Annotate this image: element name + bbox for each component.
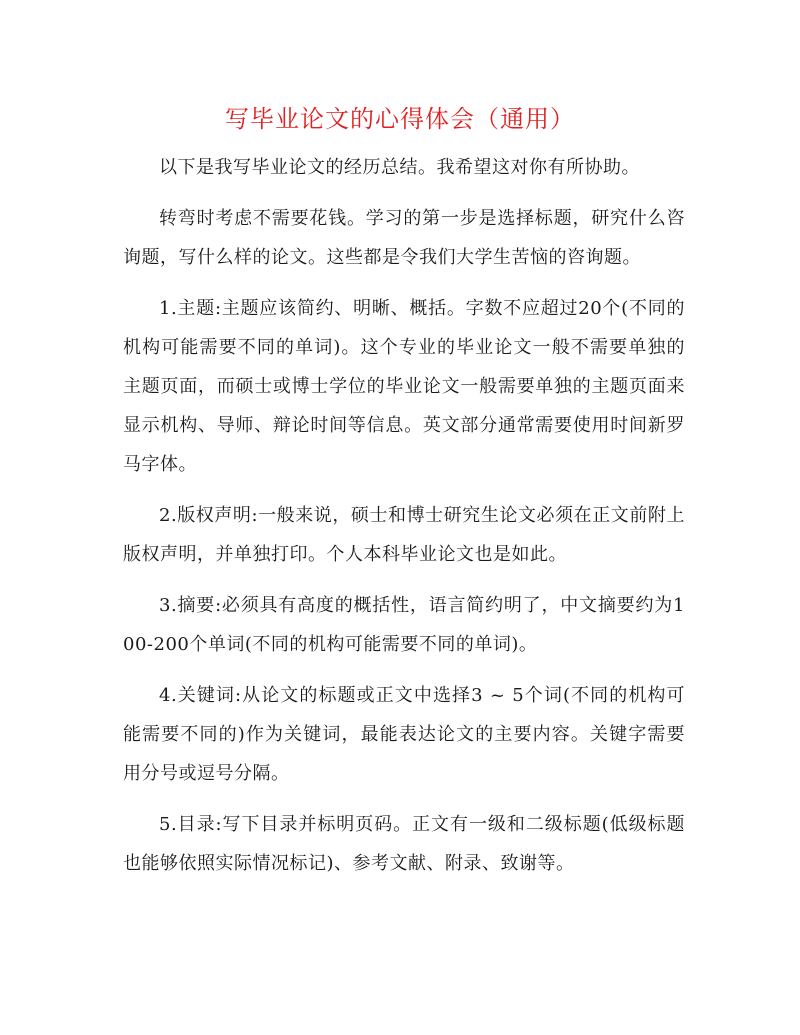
paragraph-intro: 以下是我写毕业论文的经历总结。我希望这对你有所协助。 (159, 157, 640, 178)
paragraph-keywords: 4.关键词:从论文的标题或正文中选择3 ~ 5个词(不同的机构可能需要不同的)作为关键词，最能表达论文的主要内容。关键字需要用分号或逗号分隔。 (123, 685, 685, 784)
paragraph-theme: 1.主题:主题应该简约、明晰、概括。字数不应超过20个(不同的机构可能需要不同的单词)。这个专业的毕业论文一般不需要单独的主题页面，而硕士或博士学位的毕业论文一般需要单独的主题页面来显示机构、导师、辩论时间等信息。英文部分通常需要使用时间新罗马字体。 (123, 298, 685, 475)
paragraph-copyright: 2.版权声明:一般来说，硕士和博士研究生论文必须在正文前附上版权声明，并单独打印。个人本科毕业论文也是如此。 (123, 505, 685, 565)
paragraph-abstract: 3.摘要:必须具有高度的概括性，语言简约明了，中文摘要约为100-200个单词(不同的机构可能需要不同的单词)。 (123, 595, 685, 655)
paragraph-contents: 5.目录:写下目录并标明页码。正文有一级和二级标题(低级标题也能够依照实际情况标记)、参考文献、附录、致谢等。 (123, 814, 685, 874)
document-body (123, 148, 685, 895)
document-title: 写毕业论文的心得体会（通用） (225, 105, 575, 133)
paragraph-topic-selection: 转弯时考虑不需要花钱。学习的第一步是选择标题，研究什么咨询题，写什么样的论文。这些都是令我们大学生苦恼的咨询题。 (123, 208, 685, 268)
